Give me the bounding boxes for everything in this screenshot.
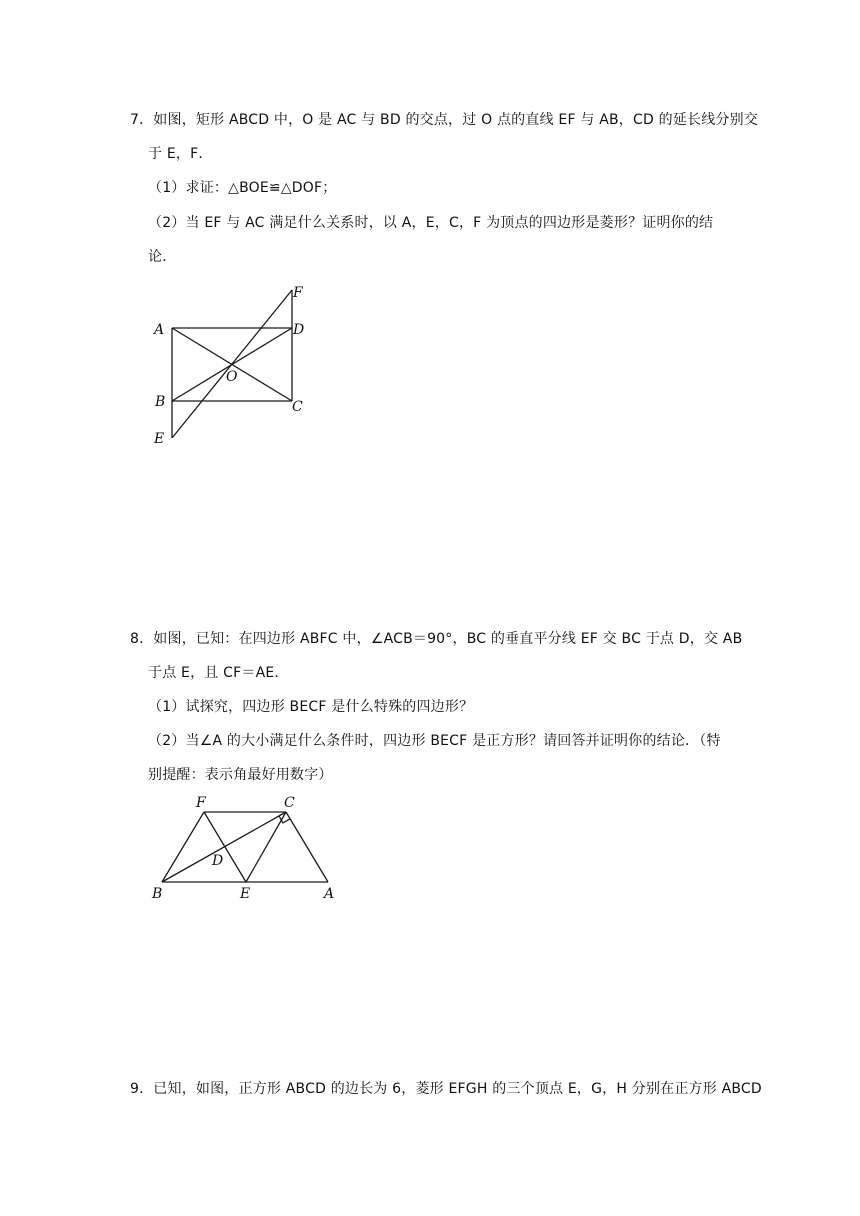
label-c: C [292,399,303,415]
problem-8-part-1: （1）试探究，四边形 BECF 是什么特殊的四边形？ [148,699,474,715]
line-ef [172,290,292,438]
problem-7-statement-line-2: 于 E，F． [148,146,213,162]
problem-7-part-2-line-2: 论． [148,249,177,265]
label-f: F [293,285,303,301]
segment-fe [204,812,246,882]
label-e: E [154,431,165,447]
label-f: F [196,795,206,811]
segment-bf [162,812,204,882]
label-b: B [152,886,163,902]
problem-7-part-2-line-1: （2）当 EF 与 AC 满足什么关系时，以 A，E，C，F 为顶点的四边形是菱形？证明你的结 [148,215,714,231]
segment-ec [246,812,286,882]
problem-8-figure [140,790,350,910]
problem-7-statement-line-1: 7．如图，矩形 ABCD 中，O 是 AC 与 BD 的交点，过 O 点的直线 EF 与 AB，CD 的延长线分别交 [130,112,759,128]
problem-8-statement-line-2: 于点 E，且 CF＝AE． [148,665,289,681]
problem-8-statement-line-1: 8．如图，已知：在四边形 ABFC 中，∠ACB＝90°，BC 的垂直平分线 EF 交 BC 于点 D，交 AB [130,631,743,647]
problem-7-part-1: （1）求证：△BOE≌△DOF； [148,180,337,196]
problem-8-part-2-line-1: （2）当∠A 的大小满足什么条件时，四边形 BECF 是正方形？请回答并证明你的结论．（特 [148,733,721,749]
problem-7-figure [140,280,340,450]
label-b: B [155,394,166,410]
problem-8-part-2-line-2: 别提醒：表示角最好用数字） [148,767,333,783]
label-c: C [284,795,295,811]
segment-bc [162,812,286,882]
segment-ca [286,812,328,882]
label-e: E [240,886,251,902]
problem-9-statement-line-1: 9．已知，如图，正方形 ABCD 的边长为 6，菱形 EFGH 的三个顶点 E，G，H 分别在正方形 ABCD [130,1081,762,1097]
label-a: A [324,886,335,902]
label-d: D [212,853,224,869]
label-d: D [293,322,305,338]
label-a: A [154,322,165,338]
label-o: O [226,369,238,385]
